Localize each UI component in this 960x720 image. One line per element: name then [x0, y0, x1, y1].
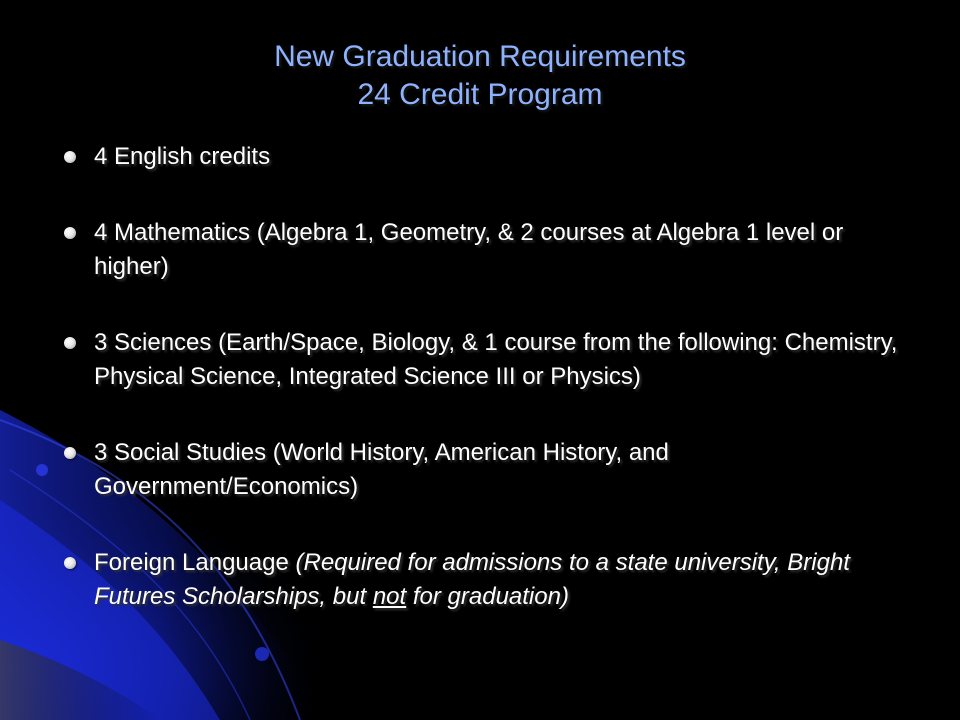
title-line-2: 24 Credit Program: [357, 78, 603, 111]
bullet-sciences: [62, 326, 922, 394]
bullet-dot-icon: [64, 447, 76, 459]
bullet-text: 4 Mathematics (Algebra 1, Geometry, & 2 courses at Algebra 1 level or higher): [94, 219, 844, 280]
bullet-text-underlined: not: [372, 583, 407, 610]
bullet-dot-icon: [64, 337, 76, 349]
bullet-dot-icon: [64, 227, 76, 239]
bullet-dot-icon: [64, 151, 76, 163]
bullet-social-studies: [62, 436, 922, 504]
bullet-dot-icon: [64, 557, 76, 569]
title-line-1: New Graduation Requirements: [274, 40, 686, 73]
bullet-mathematics: [62, 216, 922, 284]
bullet-text-italic: (Required for admissions to a state university, Bright Futures Scholarships, but: [94, 549, 850, 610]
bullet-text: 3 Social Studies (World History, American History, and Government/Economics): [94, 439, 669, 500]
bullet-english: [62, 140, 922, 174]
requirements-list: [62, 140, 922, 614]
bullet-foreign-language: [62, 546, 922, 614]
bullet-text-lead: Foreign Language: [94, 549, 296, 576]
bullet-text-italic-end: for graduation): [406, 583, 569, 610]
slide-title: [0, 38, 960, 114]
bullet-text: 4 English credits: [94, 143, 271, 170]
bullet-text: 3 Sciences (Earth/Space, Biology, & 1 course from the following: Chemistry, Physical Science, Integrated Science III or Physics): [94, 329, 898, 390]
